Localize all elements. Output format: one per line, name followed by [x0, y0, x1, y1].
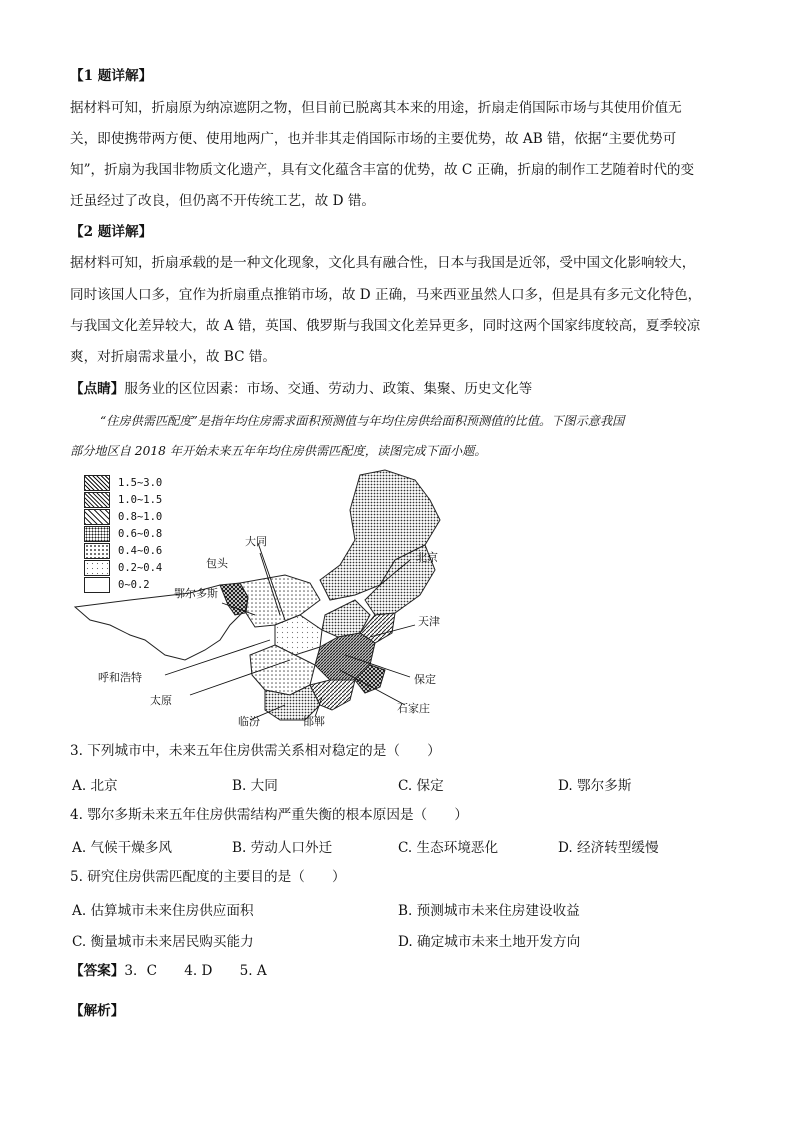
question-4-option-d[interactable]: D. 经济转型缓慢 — [558, 840, 659, 856]
legend-swatch-icon — [84, 543, 110, 559]
legend-item — [84, 475, 284, 492]
section2-line: 同时该国人口多，宜作为折扇重点推销市场，故 D 正确，马来西亚虽然人口多，但是具有多元文化特色， — [70, 287, 702, 303]
city-label-hohhot: 呼和浩特 — [98, 671, 142, 684]
section1-line: 迁虽经过了改良，但仍离不开传统工艺，故 D 错。 — [70, 193, 376, 209]
tip-paragraph — [70, 379, 532, 399]
city-label-ordos: 鄂尔多斯 — [174, 587, 218, 600]
answer-heading: 【答案】 — [70, 963, 125, 979]
section1-line: 关，即使携带两方便、使用地两广，也并非其走俏国际市场的主要优势，故 AB 错，依据“主要优势可 — [70, 131, 677, 147]
legend-swatch-icon — [84, 577, 110, 593]
city-label-baotou: 包头 — [206, 557, 228, 570]
section1-heading: 【1 题详解】 — [70, 68, 153, 84]
question-3-stem: 3. 下列城市中，未来五年住房供需关系相对稳定的是（ ） — [70, 743, 441, 759]
legend-item — [84, 560, 284, 577]
city-label-baoding: 保定 — [414, 673, 436, 686]
intro-line: “住房供需匹配度”是指年均住房需求面积预测值与年均住房供给面积预测值的比值。下图示意我国 — [100, 414, 625, 428]
section2-heading: 【2 题详解】 — [70, 224, 153, 240]
question-5-option-d[interactable]: D. 确定城市未来土地开发方向 — [398, 934, 581, 950]
question-3-option-c[interactable]: C. 保定 — [398, 778, 444, 794]
question-4-option-c[interactable]: C. 生态环境恶化 — [398, 840, 499, 856]
legend-label: 0.6~0.8 — [118, 528, 163, 540]
city-label-taiyuan: 太原 — [150, 694, 172, 707]
answer-line — [70, 961, 267, 981]
legend-item — [84, 492, 284, 509]
question-4-stem: 4. 鄂尔多斯未来五年住房供需结构严重失衡的根本原因是（ ） — [70, 807, 468, 823]
question-5-option-c[interactable]: C. 衡量城市未来居民购买能力 — [72, 934, 254, 950]
legend-swatch-icon — [84, 560, 110, 576]
city-label-linfen: 临汾 — [238, 715, 260, 728]
city-label-tianjin: 天津 — [418, 615, 440, 628]
legend-swatch-icon — [84, 509, 110, 525]
legend-swatch-icon — [84, 526, 110, 542]
question-5-stem: 5. 研究住房供需匹配度的主要目的是（ ） — [70, 869, 346, 885]
city-label-datong: 大同 — [245, 535, 267, 548]
tip-heading: 【点睛】 — [70, 381, 125, 397]
question-5-option-b[interactable]: B. 预测城市未来住房建设收益 — [398, 903, 580, 919]
map-figure — [70, 465, 470, 730]
section1-line: 知”，折扇为我国非物质文化遗产，具有文化蕴含丰富的优势，故 C 正确，折扇的制作工艺随着时代的变 — [70, 162, 695, 178]
section2-line: 爽，对折扇需求量小，故 BC 错。 — [70, 349, 277, 365]
question-3-option-a[interactable]: A. 北京 — [72, 778, 118, 794]
analysis-heading: 【解析】 — [70, 1003, 125, 1019]
legend-label: 0~0.2 — [118, 579, 150, 591]
legend-swatch-icon — [84, 475, 110, 491]
legend-label: 0.4~0.6 — [118, 545, 163, 557]
legend-label: 0.2~0.4 — [118, 562, 163, 574]
legend-item — [84, 509, 284, 526]
intro-line: 部分地区自 2018 年开始未来五年年均住房供需匹配度，读图完成下面小题。 — [70, 444, 487, 458]
legend-swatch-icon — [84, 492, 110, 508]
section2-line: 据材料可知，折扇承载的是一种文化现象，文化具有融合性，日本与我国是近邻，受中国文化影响较大， — [70, 255, 696, 271]
section2-line: 与我国文化差异较大，故 A 错，英国、俄罗斯与我国文化差异更多，同时这两个国家纬度较高，夏季较凉 — [70, 318, 701, 334]
legend-label: 1.0~1.5 — [118, 494, 163, 506]
tip-text: 服务业的区位因素：市场、交通、劳动力、政策、集聚、历史文化等 — [124, 381, 533, 397]
city-label-handan: 邯郸 — [303, 715, 325, 728]
section1-line: 据材料可知，折扇原为纳凉遮阴之物，但目前已脱离其本来的用途，折扇走俏国际市场与其使用价值无 — [70, 100, 682, 116]
region-west — [75, 585, 245, 660]
question-4-option-a[interactable]: A. 气候干燥多风 — [72, 840, 173, 856]
legend-label: 0.8~1.0 — [118, 511, 163, 523]
question-4-option-b[interactable]: B. 劳动人口外迁 — [232, 840, 333, 856]
city-label-shijiazhuang: 石家庄 — [397, 702, 430, 715]
question-5-option-a[interactable]: A. 估算城市未来住房供应面积 — [72, 903, 254, 919]
question-3-option-b[interactable]: B. 大同 — [232, 778, 278, 794]
city-label-beijing: 北京 — [416, 551, 438, 564]
question-3-option-d[interactable]: D. 鄂尔多斯 — [558, 778, 632, 794]
answer-text: 3．C 4. D 5. A — [124, 963, 267, 979]
legend-label: 1.5~3.0 — [118, 477, 163, 489]
